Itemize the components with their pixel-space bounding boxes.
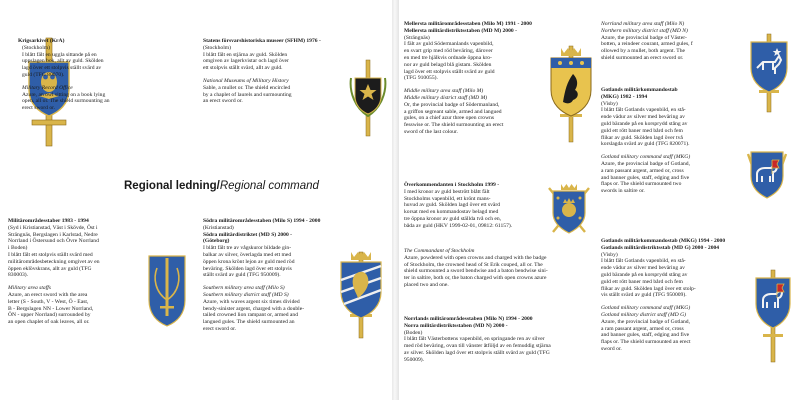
en-title: Norrland military area staff (Milo N) xyxy=(601,21,685,27)
en-line: flaps or. The shield surmounted an erect xyxy=(601,339,691,346)
entry-place: (Visby) xyxy=(601,100,618,107)
entry-place2: (Göteborg) xyxy=(203,238,230,245)
sv-line: militärområdesbeteckning omgivet av en xyxy=(8,258,100,265)
sv-line: I blått fält ett stolpvis ställt svärd med xyxy=(8,251,93,258)
sv-line: I blått fält en stjärna av guld. Skölden xyxy=(203,51,288,58)
en-title: Middle military area staff (Milo M) xyxy=(404,88,484,95)
en-line: shield surmounted a sword bendwise and a baton bendwise sini- xyxy=(404,268,548,275)
sv-line: ställt svärd av guld (TFG 950009). xyxy=(203,272,281,279)
en-line: sword or. xyxy=(601,345,622,352)
sv-line: med röd beväring, ovan till vänster åtföljd av en femuddig stjärna xyxy=(404,343,551,350)
entry-title: Norrlands militärområdesstaben (Milo N) 1994 - 2000 xyxy=(404,316,533,322)
en-title: National Museums of Military History xyxy=(203,77,289,84)
sv-line: guld (TFG 80070). xyxy=(22,71,65,78)
en-line: bendy-sinister argent, charged with a double- xyxy=(203,305,305,312)
left-page xyxy=(0,0,392,400)
en-line: an open chaplet of oak leaves, all or. xyxy=(8,319,90,326)
sv-line: I blått fält tre av vågskuror bildade gin- xyxy=(203,245,292,252)
en-line: botten, a reindeer courant, armed gules, f xyxy=(601,41,693,48)
overkommandanten-crest xyxy=(546,182,592,240)
en-line: tailed crowned lion rampant or, armed and xyxy=(203,312,298,319)
entry-place: (Boden) xyxy=(404,329,423,336)
entry-title: Gotlands militärkommandostab (MKG) 1994 - 2000 xyxy=(601,238,726,244)
en-line: of Stockholm, the crowned head of St Erik couped, all or. The xyxy=(404,261,543,268)
entry-title: Södra militärområdesstaben (Milo S) 1994 - 2000 xyxy=(203,218,321,224)
en-title: Gotland military command staff (MKG) xyxy=(601,154,691,161)
entry-krigsarkivet-text xyxy=(22,38,132,112)
milos-crest xyxy=(336,250,386,340)
section-heading xyxy=(124,180,319,192)
en-line: Azure, with waves argent six times divided xyxy=(203,298,300,305)
entry-place: (Strängnäs) xyxy=(404,34,430,41)
sv-line: ende vädur av silver med beväring av xyxy=(601,265,685,272)
en-line: an erect sword or. xyxy=(203,98,243,105)
en-line: erect sword or. xyxy=(203,325,237,332)
en-line: a griffon segreant sable, armed and langued xyxy=(404,108,502,115)
entry-title: Krigsarkivet (KrA) xyxy=(18,38,65,44)
en-line: ÖN - upper Norrland) surrounded by xyxy=(8,312,91,319)
en-title: The Commandant of Stockholm xyxy=(404,248,475,254)
en-line: letter (S - South, V - West, Ö - East, xyxy=(8,298,89,305)
sv-line: huvud av guld. Skölden lagd över ett svärd xyxy=(404,202,501,209)
sv-line: Stockholms vapenbild, ett krönt mans- xyxy=(404,195,491,202)
sv-line: en svart grip med röd beväring, därover xyxy=(404,48,493,55)
entry-title: Överkommendanten i Stockholm 1999 - xyxy=(404,182,500,188)
sv-line: ende vädur av silver med beväring av xyxy=(601,114,685,121)
sv-line: korsat med en kommandostav belagd med xyxy=(404,209,499,216)
en-line: Sable, a mullet or. The shield encircled xyxy=(203,84,291,91)
en-title: Military Record Office xyxy=(22,84,73,91)
sv-line: guld ett rött baner med bård och fem xyxy=(601,127,683,134)
sv-line: beväring. Skölden lagd över ett stolpvis xyxy=(203,265,292,272)
sv-line: öppen krona krönt lejon av guld med röd xyxy=(203,258,295,265)
sv-line: guld bärande på en korsprydd stång av xyxy=(601,271,688,278)
en-title2: Southern military district staff (MD S) xyxy=(203,291,289,298)
en-line: Azure, the provincial badge of Gotland, xyxy=(601,160,691,167)
entry-title2: (MKG) 1982 - 1994 xyxy=(601,93,648,100)
milom-crest xyxy=(546,44,596,144)
sv-line: I blått fält Gotlands vapenbild, en stå- xyxy=(601,107,686,114)
sv-line: I fält av guld Södermanlands vapenbild, xyxy=(404,41,494,48)
entry-title: Gotlands militärkommandostab xyxy=(601,87,678,93)
entry-title: Mellersta militärområdesstaben (Milo M) 1991 - 2000 xyxy=(404,21,532,27)
entry-sfhm xyxy=(203,38,353,105)
sv-line: (TFG 910055). xyxy=(404,75,438,82)
en-line: Azure, the provincial badge of Gotland, xyxy=(601,318,691,325)
entry-title2: Mellersta militärdistriktsstaben (MD M) 2000 - xyxy=(404,27,517,34)
sfhm-crest xyxy=(348,58,388,138)
en-line: a ram passant argent, armed or, cross xyxy=(601,167,684,174)
sv-line: omgiven av lagerkvistar och lagd över xyxy=(203,58,289,65)
en-line: swords in saltire or. xyxy=(601,188,645,195)
en-line: sword of the last colour. xyxy=(404,128,458,135)
en-line: Azure, the provincial badge of Väster- xyxy=(601,34,687,41)
en-line: B - Bergslagen NN - Lower Norrland, xyxy=(8,305,94,312)
en-title2: Northern military district staff (MD N) xyxy=(601,27,688,34)
en-line: by a chaplet of laurels and surmounting xyxy=(203,91,292,98)
sv-line: öppen eklövskrans, allt av guld (TFG xyxy=(8,265,92,272)
sv-line: en med tre hjälkvis ordnade öppna kro- xyxy=(404,54,492,61)
entry-mkg1982 xyxy=(601,87,741,195)
en-title2: Gotland military district staff (MD G) xyxy=(601,311,686,318)
entry-overkommandanten-en xyxy=(404,248,599,289)
sv-line: lagd över ett stolpvis ställt svärd av guld xyxy=(404,68,495,75)
entry-place: (Visby) xyxy=(601,251,618,258)
entry-title2: Norra militärdistriktsstaben (MD N) 2000 - xyxy=(404,322,508,329)
sv-line: 950009). xyxy=(404,356,425,363)
entry-place: i Boden) xyxy=(8,245,28,252)
en-line: langued gules. The shield surmounted an xyxy=(203,319,295,326)
entry-place: (Stockholm) xyxy=(203,44,231,51)
mkg1982-crest xyxy=(742,146,792,208)
en-line: a ram passant argent, armed or, cross xyxy=(601,325,684,332)
en-line: ter in saltire, both or, the baton charged with open crowns azure xyxy=(404,275,547,282)
sv-line: 830003). xyxy=(8,272,29,279)
entry-title2: Gotlands militärdistriktsstab (MD G) 2000 - 2004 xyxy=(601,244,720,251)
entry-place: (Stockholm) xyxy=(22,44,50,51)
en-line: Azure, an erect sword with the area xyxy=(8,291,88,298)
entry-title: Militärområdesstaber 1983 - 1994 xyxy=(8,218,89,224)
sv-line: guld ett rött baner med bård och fem xyxy=(601,278,683,285)
book-gutter xyxy=(392,0,399,400)
sv-line: guld bärande på en korsprydd stång av xyxy=(601,120,688,127)
en-title2: Middle military district staff (MD M) xyxy=(404,94,488,101)
en-line: shield surmounted an erect sword or. xyxy=(601,54,684,61)
sv-line: ett stolpvis ställt svärd, allt av guld. xyxy=(203,65,283,72)
entry-place: (Kristianstad) xyxy=(203,224,234,231)
right-page xyxy=(399,0,797,400)
en-line: and banner gules, staff, edging and five xyxy=(601,332,690,339)
sv-line: flikar av guld. Skölden lagd över ett stolp- xyxy=(601,285,696,292)
en-line: fesswise or. The shield surmounting an erect xyxy=(404,122,504,129)
en-line: erect sword or. xyxy=(22,105,56,112)
heading-en: Regional command xyxy=(219,180,319,192)
en-title: Gotland military command staff (MKG) xyxy=(601,305,691,312)
milo1983-crest xyxy=(145,250,189,340)
sv-line: I blått fält Gotlands vapenbild, en stå- xyxy=(601,258,686,265)
entry-place: Strängnäs, Bergslagen i Karlstad, Nedre xyxy=(8,231,98,238)
entry-place: Norrland i Östersund och Övre Norrland xyxy=(8,238,99,245)
entry-mkg1994 xyxy=(601,238,761,353)
sv-line: balkar av silver, överlagda med ett med xyxy=(203,251,292,258)
en-line: and banner gules, staff, edging and five xyxy=(601,174,690,181)
entry-title2: Södra militärdistriktet (MD S) 2000 - xyxy=(203,231,293,238)
milon-crest xyxy=(747,32,791,114)
en-line: placed two and one. xyxy=(404,281,449,288)
sv-line: tre öppna kronor av guld ställda två och en, xyxy=(404,215,502,222)
en-line: flaps or. The shield surmounted two xyxy=(601,181,682,188)
sv-line: uppslagen bok, allt av guld. Skölden xyxy=(22,58,104,65)
mkg1994-crest xyxy=(753,268,793,364)
heading-sv: Regional ledning/ xyxy=(124,180,220,192)
en-line: open, all or. The shield surmounting an xyxy=(22,98,110,105)
entry-milon xyxy=(404,316,604,364)
en-line: Or, the provincial badge of Södermanland, xyxy=(404,101,500,108)
en-title: Military area staffs xyxy=(8,285,51,292)
en-line: ollowed by a mullet, both argent. The xyxy=(601,48,685,55)
sv-line: vis ställt svärd av guld (TFG 950009). xyxy=(601,292,687,299)
sv-line: korslagda svärd av guld (TFG 820071). xyxy=(601,141,690,148)
sv-line: flikar av guld. Skölden lagd över två xyxy=(601,134,683,141)
entry-place: (Syd i Kristianstad, Väst i Skövde, Öst i xyxy=(8,224,98,231)
entry-milon-en xyxy=(601,21,741,62)
en-line: gules, on a chief azur three open crowns xyxy=(404,115,495,122)
sv-line: båda av guld (HKV 1999-02-01, 09812: 61157). xyxy=(404,222,513,229)
en-title: Southern military area staff (Milo S) xyxy=(203,285,285,292)
sv-line: av silver. Skölden lagd över ett stolpvis ställt svärd av guld (TFG xyxy=(404,349,550,356)
sv-line: I blått fält Västerbottens vapenbild, en springande ren av silver xyxy=(404,336,545,343)
entry-milo1983 xyxy=(8,218,148,326)
sv-line: I blått fält en uggla sittande på en xyxy=(22,51,97,58)
en-line: Azure, powdered with open crowns and charged with the badge xyxy=(404,254,547,261)
en-line: Azure, an owl sitting on a book lying xyxy=(22,91,106,98)
sv-line: nor av guld belagd blå gistam. Skölden xyxy=(404,61,492,68)
sv-line: lagd över ett stolpvis ställt svärd av xyxy=(22,65,102,72)
sv-line: I med kronor av guld bestrött blått fält xyxy=(404,188,490,195)
entry-title: Statens försvarshistoriska museer (SFHM) 1976 - xyxy=(203,38,321,44)
entry-milom xyxy=(404,21,569,136)
